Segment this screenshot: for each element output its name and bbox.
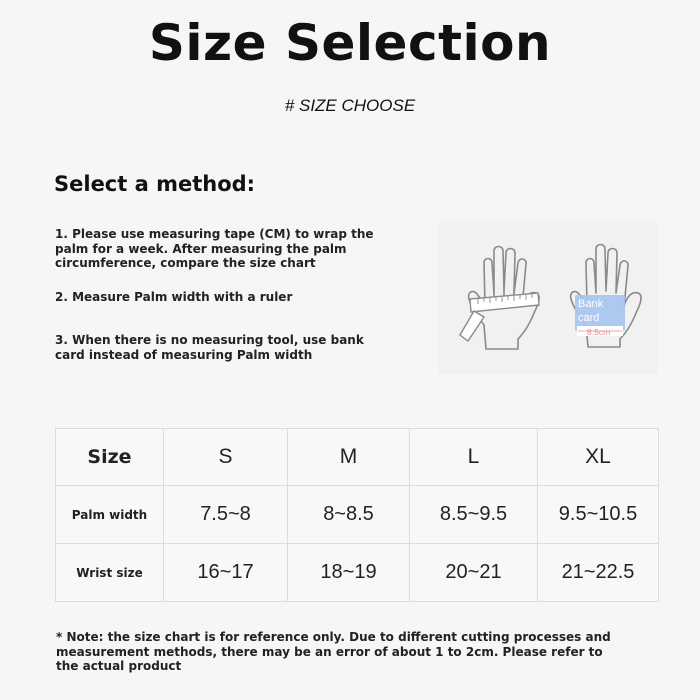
method-heading: Select a method: xyxy=(54,172,256,196)
table-cell: 18~19 xyxy=(288,544,410,602)
disclaimer-note: * Note: the size chart is for reference only. Due to different cutting processes and measurement methods, there may be an error of about 1 to 2cm. Please refer to the actual product xyxy=(56,630,611,673)
page-title: Size Selection xyxy=(148,14,552,72)
table-cell: 7.5~8 xyxy=(164,486,288,544)
table-cell: 8~8.5 xyxy=(288,486,410,544)
header-label-cell: Size xyxy=(56,429,164,486)
method-step-2: 2. Measure Palm width with a ruler xyxy=(55,290,293,304)
size-header-cell: S xyxy=(164,429,288,486)
method-step-3: 3. When there is no measuring tool, use bank card instead of measuring Palm width xyxy=(55,333,364,362)
hand-measurement-illustration xyxy=(438,221,658,374)
table-cell: 9.5~10.5 xyxy=(538,486,659,544)
size-header-cell: XL xyxy=(538,429,659,486)
row-label-cell: Wrist size xyxy=(56,544,164,602)
table-header-row xyxy=(56,429,659,486)
table-cell: 8.5~9.5 xyxy=(410,486,538,544)
table-row xyxy=(56,544,659,602)
hand-measure-graphic xyxy=(438,221,658,374)
size-header-cell: L xyxy=(410,429,538,486)
size-header-cell: M xyxy=(288,429,410,486)
table-cell: 16~17 xyxy=(164,544,288,602)
page-subtitle: # SIZE CHOOSE xyxy=(284,96,416,115)
card-label-line1: Bank xyxy=(578,298,604,310)
row-label-cell: Palm width xyxy=(56,486,164,544)
table-cell: 20~21 xyxy=(410,544,538,602)
size-chart-table xyxy=(55,428,659,602)
table-row xyxy=(56,486,659,544)
method-step-1: 1. Please use measuring tape (CM) to wrap the palm for a week. After measuring the palm circumference, compare the size chart xyxy=(55,227,374,270)
card-measure-label: 8.5cm xyxy=(587,327,611,337)
card-label-line2: card xyxy=(578,312,600,324)
table-cell: 21~22.5 xyxy=(538,544,659,602)
